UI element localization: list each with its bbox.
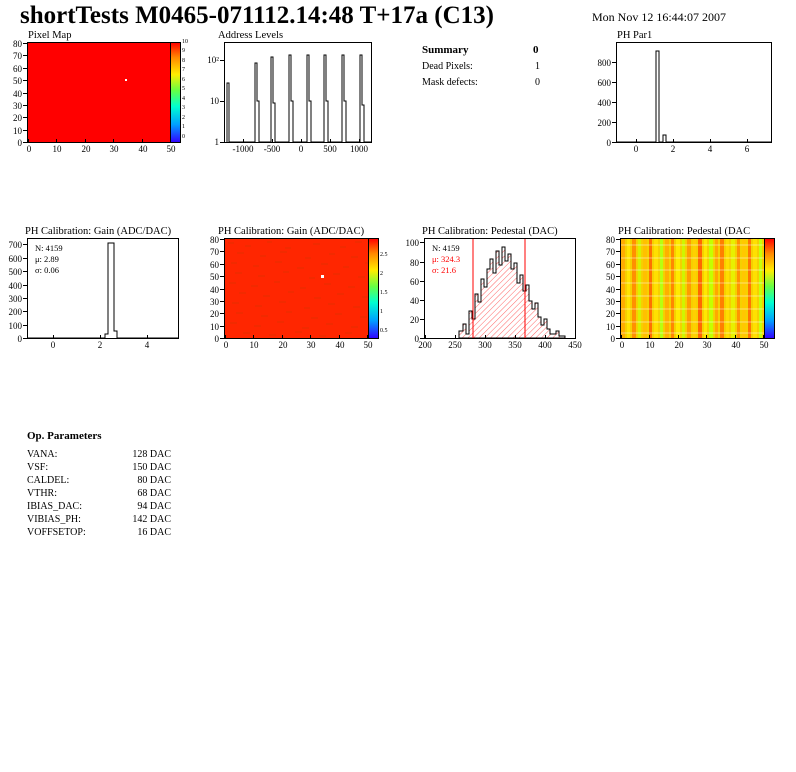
ytick: 40: [210, 285, 219, 295]
op-param-value: 68 DAC: [137, 488, 171, 499]
ytick: 600: [597, 78, 611, 88]
ytick: 600: [8, 254, 22, 264]
op-param-label: CALDEL:: [27, 475, 70, 486]
stat-line: σ: 21.6: [432, 265, 456, 275]
xtick: -1000: [232, 144, 254, 154]
ytick: 200: [597, 118, 611, 128]
xtick: 6: [744, 144, 750, 154]
op-param-label: VSF:: [27, 462, 49, 473]
op-param-label: VOFFSETOP:: [27, 527, 86, 538]
op-param-value: 94 DAC: [137, 501, 171, 512]
ytick: 800: [597, 58, 611, 68]
ztick: 2.5: [380, 252, 388, 258]
xtick: 0: [26, 144, 32, 154]
ytick: 0: [17, 138, 22, 148]
ytick: 10: [606, 322, 615, 332]
xtick: 2: [97, 340, 103, 350]
page-title: shortTests M0465-071112.14:48 T+17a (C13): [20, 2, 494, 29]
xtick: 20: [81, 144, 91, 154]
ytick: 0: [606, 138, 611, 148]
xtick: 4: [707, 144, 713, 154]
ztick: 0: [182, 134, 185, 140]
timestamp: Mon Nov 12 16:44:07 2007: [592, 10, 727, 24]
ytick: 700: [8, 240, 22, 250]
ytick: 50: [210, 272, 219, 282]
xtick: 400: [538, 340, 552, 350]
ytick: 30: [13, 101, 22, 111]
xtick: 10: [52, 144, 62, 154]
summary-row-label: Dead Pixels:: [422, 61, 473, 72]
summary-heading-value: 0: [533, 44, 539, 56]
xtick: 300: [478, 340, 492, 350]
op-param-value: 150 DAC: [132, 462, 171, 473]
xtick: 10: [249, 340, 259, 350]
ytick: 100: [8, 321, 22, 331]
ztick: 5: [182, 86, 185, 92]
xtick: 40: [731, 340, 741, 350]
ytick: 10²: [207, 55, 219, 65]
stat-line: N: 4159: [35, 243, 63, 253]
op-param-label: IBIAS_DAC:: [27, 501, 83, 512]
xtick: 30: [109, 144, 119, 154]
ytick: 60: [13, 64, 22, 74]
ytick: 300: [8, 294, 22, 304]
op-param-value: 80 DAC: [137, 475, 171, 486]
ytick: 80: [606, 235, 615, 245]
xtick: -500: [263, 144, 281, 154]
address-levels-canvas: [225, 43, 371, 142]
ztick: 8: [182, 58, 185, 64]
ytick: 0: [214, 334, 219, 344]
ytick: 60: [210, 260, 219, 270]
xtick: 2: [670, 144, 676, 154]
summary-heading: Summary: [422, 44, 469, 56]
op-parameters-heading: Op. Parameters: [27, 430, 102, 442]
ytick: 70: [606, 247, 615, 257]
chart-title-address-levels: Address Levels: [218, 30, 284, 41]
ytick: 0: [17, 334, 22, 344]
ztick: 9: [182, 48, 185, 54]
ytick: 50: [13, 76, 22, 86]
ytick: 40: [13, 89, 22, 99]
ytick: 40: [606, 285, 615, 295]
ztick: 10: [182, 39, 188, 45]
xtick: 30: [306, 340, 316, 350]
ytick: 20: [606, 309, 615, 319]
xtick: 0: [298, 144, 304, 154]
ytick: 40: [410, 296, 419, 306]
chart-title-gain-map: PH Calibration: Gain (ADC/DAC): [218, 226, 365, 237]
summary-row-value: 1: [535, 61, 540, 72]
ytick: 10: [210, 322, 219, 332]
ytick: 70: [13, 51, 22, 61]
ytick: 100: [405, 238, 419, 248]
ytick: 0: [414, 334, 419, 344]
xtick: 20: [674, 340, 684, 350]
ytick: 500: [8, 267, 22, 277]
ytick: 80: [210, 235, 219, 245]
ztick: 2: [182, 115, 185, 121]
xtick: 200: [418, 340, 432, 350]
ytick: 1: [214, 137, 219, 147]
ytick: 60: [410, 277, 419, 287]
xtick: 0: [619, 340, 625, 350]
ytick: 20: [210, 309, 219, 319]
stat-line: N: 4159: [432, 243, 460, 253]
ztick: 7: [182, 67, 185, 73]
pixel-map-canvas: [28, 43, 178, 142]
op-param-label: VIBIAS_PH:: [27, 514, 81, 525]
ztick: 1: [182, 124, 185, 130]
chart-title-ph-par1: PH Par1: [617, 30, 653, 41]
op-param-value: 16 DAC: [137, 527, 171, 538]
ytick: 30: [606, 297, 615, 307]
ytick: 80: [410, 258, 419, 268]
chart-title-pedestal-map: PH Calibration: Pedestal (DAC: [618, 226, 751, 237]
ytick: 30: [210, 297, 219, 307]
xtick: 30: [702, 340, 712, 350]
summary-row-value: 0: [535, 77, 540, 88]
ytick: 10: [210, 96, 219, 106]
xtick: 50: [363, 340, 373, 350]
op-param-value: 128 DAC: [132, 449, 171, 460]
stat-line: μ: 324.3: [432, 254, 461, 264]
xtick: 10: [645, 340, 655, 350]
op-param-label: VTHR:: [27, 488, 57, 499]
xtick: 450: [568, 340, 582, 350]
xtick: 250: [448, 340, 462, 350]
pedestal-map-colorbar: [764, 238, 775, 339]
xtick: 0: [50, 340, 56, 350]
ytick: 0: [610, 334, 615, 344]
ytick: 10: [13, 126, 22, 136]
xtick: 50: [166, 144, 176, 154]
xtick: 4: [144, 340, 150, 350]
ztick: 2: [380, 271, 383, 277]
ztick: 0.5: [380, 328, 388, 334]
chart-title-gain-hist: PH Calibration: Gain (ADC/DAC): [25, 226, 172, 237]
ph-par1-canvas: [617, 43, 771, 142]
ytick: 20: [13, 113, 22, 123]
xtick: 1000: [350, 144, 368, 154]
chart-title-pixel-map: Pixel Map: [28, 30, 72, 41]
ytick: 400: [597, 98, 611, 108]
ytick: 20: [410, 315, 419, 325]
stat-line: μ: 2.89: [35, 254, 59, 264]
ztick: 1.5: [380, 290, 388, 296]
chart-title-pedestal-hist: PH Calibration: Pedestal (DAC): [422, 226, 558, 237]
ytick: 50: [606, 272, 615, 282]
pedestal-map-canvas: [621, 239, 771, 338]
ytick: 200: [8, 307, 22, 317]
ztick: 6: [182, 77, 185, 83]
xtick: 40: [138, 144, 148, 154]
xtick: 40: [335, 340, 345, 350]
ytick: 60: [606, 260, 615, 270]
ytick: 80: [13, 39, 22, 49]
ytick: 400: [8, 281, 22, 291]
gain-map-colorbar: [368, 238, 379, 339]
op-param-label: VANA:: [27, 449, 58, 460]
stat-line: σ: 0.06: [35, 265, 59, 275]
op-param-value: 142 DAC: [132, 514, 171, 525]
xtick: 500: [323, 144, 337, 154]
ztick: 3: [182, 105, 185, 111]
summary-row-label: Mask defects:: [422, 77, 478, 88]
xtick: 350: [508, 340, 522, 350]
xtick: 0: [633, 144, 639, 154]
ztick: 1: [380, 309, 383, 315]
ztick: 4: [182, 96, 185, 102]
xtick: 0: [223, 340, 229, 350]
ytick: 70: [210, 247, 219, 257]
pixel-map-colorbar: [170, 42, 181, 143]
xtick: 20: [278, 340, 288, 350]
gain-map-canvas: [225, 239, 375, 338]
xtick: 50: [759, 340, 769, 350]
